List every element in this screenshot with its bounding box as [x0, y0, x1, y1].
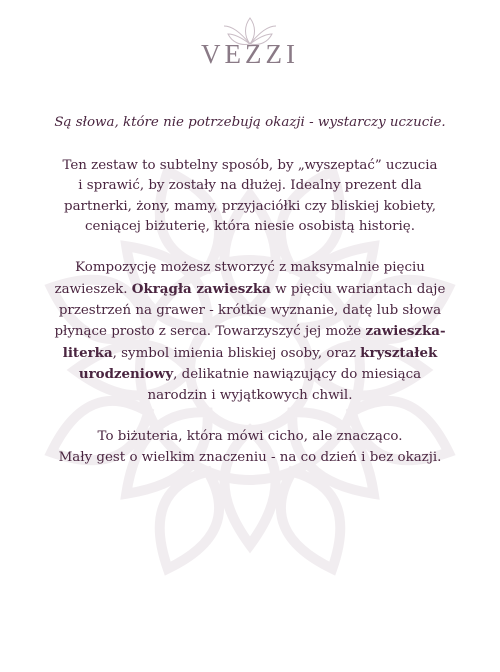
p2-line: przestrzeń na grawer - krótkie wyznanie, datę lub słowa	[58, 302, 442, 318]
brand-logo	[0, 14, 500, 84]
p2-line	[30, 321, 470, 343]
logo-text: VEZZI	[201, 39, 299, 69]
paragraph-1	[30, 156, 470, 238]
paragraph-2	[30, 258, 470, 406]
p2-bold-text: urodzeniowy	[78, 366, 174, 383]
p1-line: ceniącej biżuterię, która niesie osobistą historię.	[85, 219, 415, 235]
p2-text: zawieszek.	[54, 282, 132, 298]
description-text	[30, 113, 470, 468]
p1-line: Ten zestaw to subtelny sposób, by „wyszeptać” uczucia	[62, 157, 438, 173]
p1-line: partnerki, żony, mamy, przyjaciółki czy bliskiej kobiety,	[64, 198, 436, 214]
p2-line	[30, 364, 470, 386]
p2-bold-text: zawieszka-	[365, 323, 446, 340]
p2-line: narodzin i wyjątkowych chwil.	[147, 388, 353, 404]
intro-line: Są słowa, które nie potrzebują okazji - wystarczy uczucie.	[54, 115, 446, 130]
p2-bold-text: kryształek	[360, 344, 438, 361]
p2-text: w pięciu wariantach daje	[270, 282, 446, 298]
p1-line: i sprawić, by zostały na dłużej. Idealny prezent dla	[78, 178, 422, 194]
p2-line	[30, 279, 470, 301]
p2-line: Kompozycję możesz stworzyć z maksymalnie pięciu	[75, 260, 425, 276]
p2-bold-text: literka	[62, 344, 113, 361]
p3-line: Mały gest o wielkim znaczeniu - na co dzień i bez okazji.	[58, 449, 442, 465]
p2-text: , delikatnie nawiązujący do miesiąca	[173, 367, 422, 383]
p2-text: , symbol imienia bliskiej osoby, oraz	[112, 345, 361, 361]
p2-line	[30, 343, 470, 365]
p2-bold-text: Okrągła zawieszka	[131, 281, 271, 298]
p3-line: To biżuteria, która mówi cicho, ale znacząco.	[97, 429, 403, 445]
paragraph-3	[30, 427, 470, 468]
p2-text: płynące prosto z serca. Towarzyszyć jej może	[54, 324, 366, 340]
